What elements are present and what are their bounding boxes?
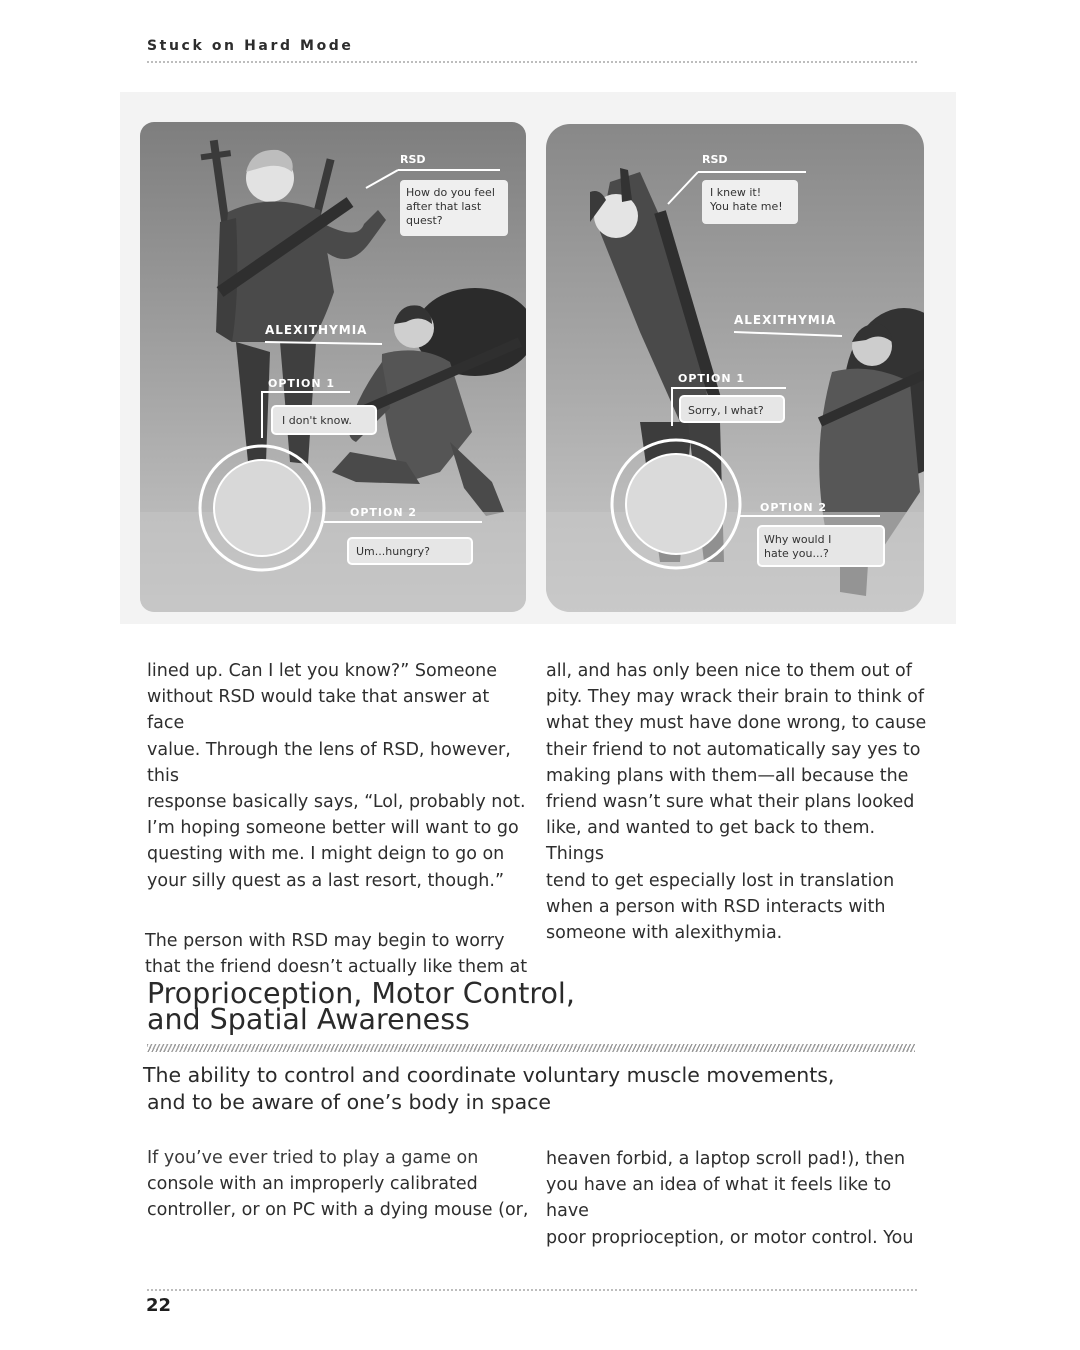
panel1-circle-portrait — [214, 460, 310, 556]
body-top-left-column — [147, 658, 529, 980]
body-bottom-left-column — [147, 1145, 529, 1224]
comic-panel-1 — [140, 122, 535, 612]
heading-hatch-rule — [147, 1044, 915, 1052]
header-rule — [147, 61, 917, 63]
panel2-option1-label: OPTION 1 — [678, 372, 746, 385]
paragraph-rsd-worry: The person with RSD may begin to worry that the friend doesn’t actually like them at — [145, 930, 528, 978]
section-heading: Proprioception, Motor Control, and Spatial Awareness — [147, 977, 575, 1036]
paragraph-rsd-interpretation: lined up. Can I let you know?” Someone without RSD would take that answer at face value. Through the lens of RSD, however, this response basically says, “Lol, probably not. I’m hoping someone better will want to go questing with me. I might deign to go on your silly quest as a last resort, though.” — [147, 661, 526, 891]
panel2-option2-text: Why would I hate you...? — [764, 533, 832, 560]
body-top-right-column — [546, 658, 928, 946]
panel2-alexithymia-label: ALEXITHYMIA — [734, 313, 837, 327]
panel1-option2-text: Um...hungry? — [356, 545, 431, 558]
panel2-option2-box — [758, 526, 884, 566]
page-number: 22 — [146, 1295, 172, 1316]
panel1-rsd-label: RSD — [400, 153, 426, 166]
paragraph-rsd-continued: all, and has only been nice to them out of pity. They may wrack their brain to think of what they must have done wrong, to cause their friend to not automatically say yes to making plans with them—all because the friend wasn’t sure what their plans looked like, and wanted to get back to them. Things tend to get especially lost in translation when a person with RSD interacts with someone with alexithymia. — [546, 661, 927, 944]
body-bottom-right-column — [546, 1146, 928, 1251]
panel1-option1-text: I don't know. — [282, 414, 352, 427]
paragraph-proprioception-intro: If you’ve ever tried to play a game on console with an improperly calibrated controller, or on PC with a dying mouse (or, — [147, 1148, 529, 1221]
comic-illustration — [120, 92, 956, 624]
panel2-speech-text: I knew it! You hate me! — [710, 186, 783, 213]
footer-rule — [147, 1289, 917, 1291]
panel2-circle-portrait — [626, 454, 726, 554]
comic-panel-2 — [546, 124, 956, 612]
section-subtitle: The ability to control and coordinate voluntary muscle movements, and to be aware of one’s body in space — [143, 1063, 835, 1114]
panel2-rsd-label: RSD — [702, 153, 728, 166]
running-head-title: Stuck on Hard Mode — [147, 38, 354, 54]
panel1-speech-text: How do you feel after that last quest? — [406, 186, 495, 227]
panel1-option1-label: OPTION 1 — [268, 377, 336, 390]
paragraph-proprioception-continued: heaven forbid, a laptop scroll pad!), then you have an idea of what it feels like to have poor proprioception, or motor control. You — [546, 1149, 914, 1248]
panel1-option2-label: OPTION 2 — [350, 506, 418, 519]
panel1-alexithymia-label: ALEXITHYMIA — [265, 323, 368, 337]
panel2-option2-label: OPTION 2 — [760, 501, 828, 514]
panel2-option1-text: Sorry, I what? — [688, 404, 764, 417]
